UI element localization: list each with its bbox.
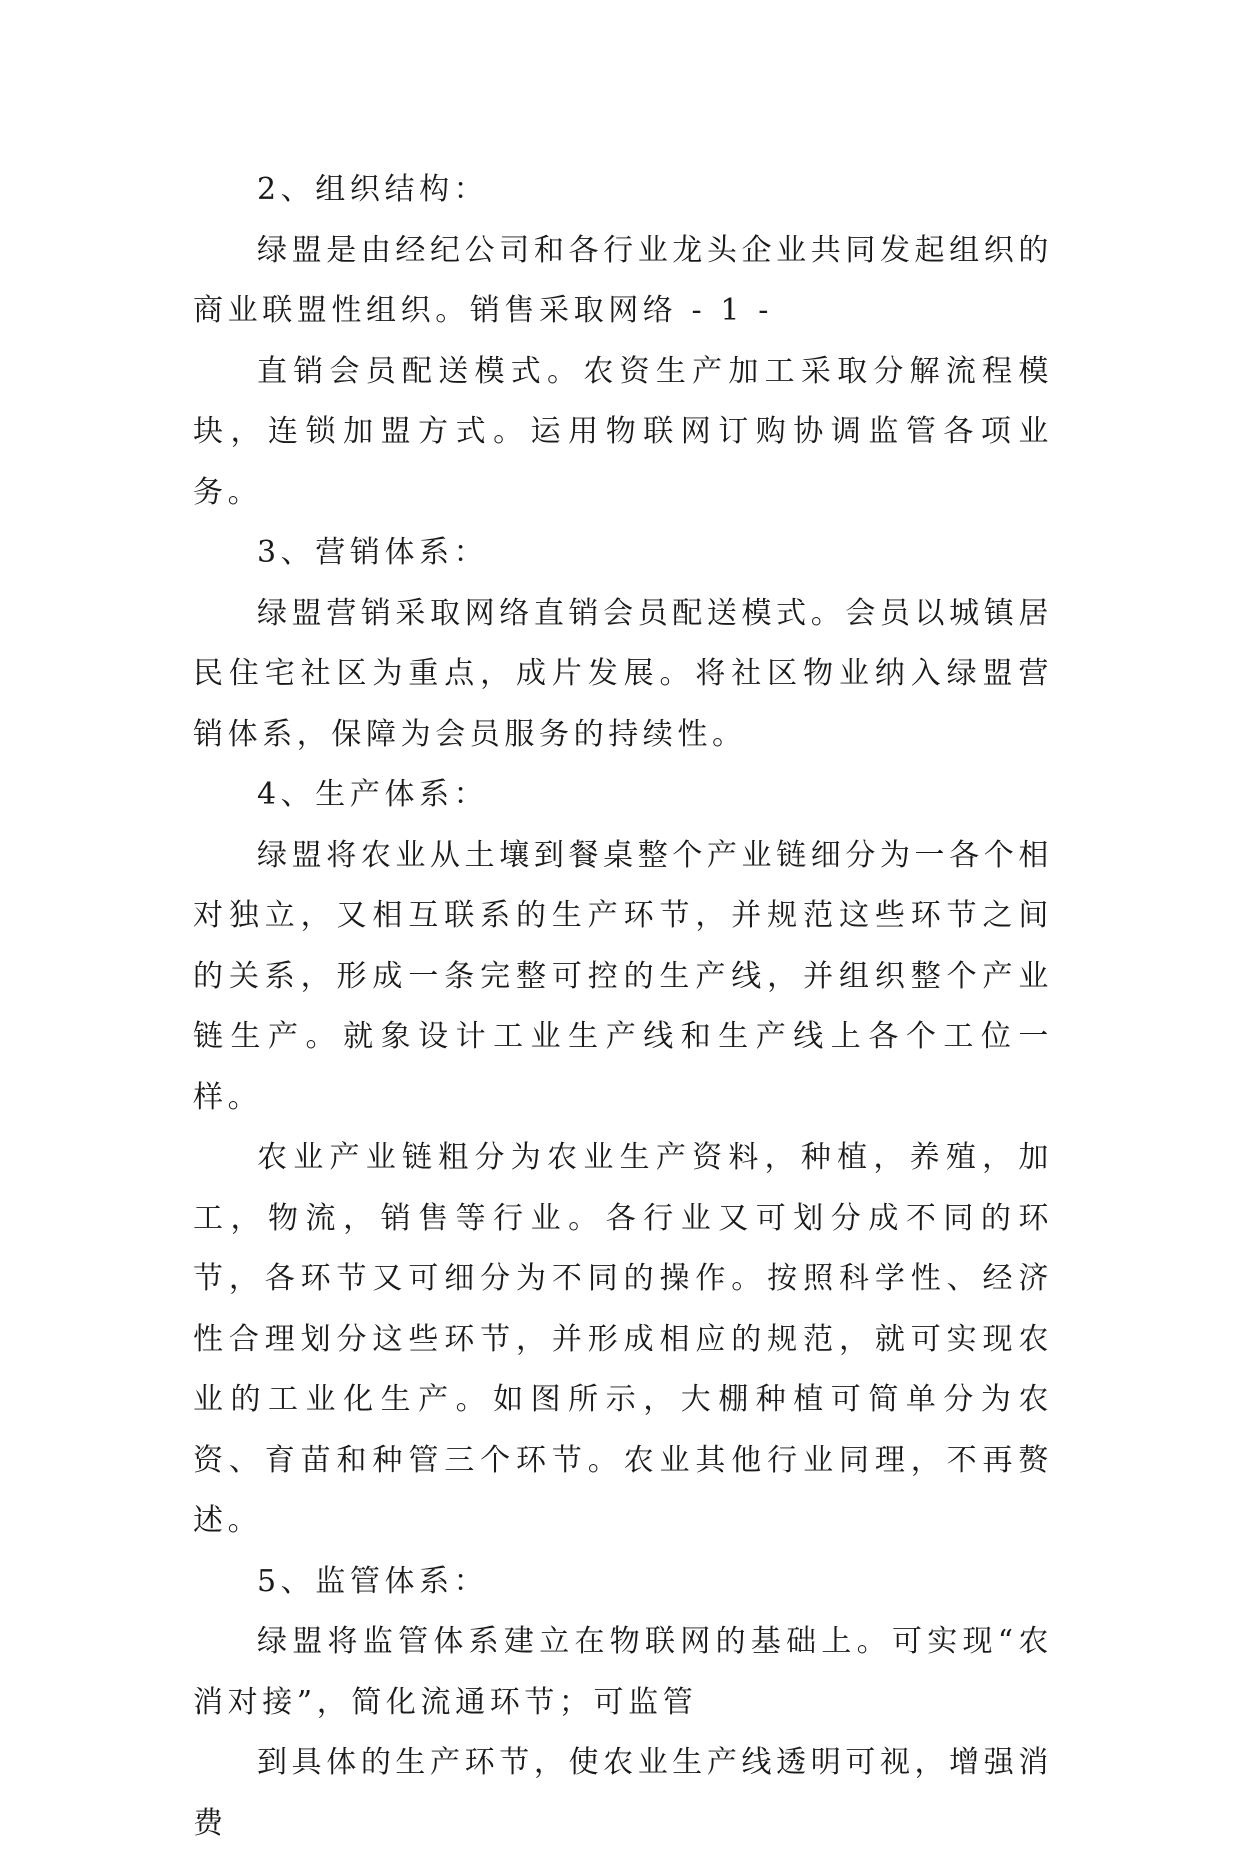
- paragraph: 到具体的生产环节，使农业生产线透明可视，增强消费: [193, 1745, 1053, 1841]
- paragraph: 绿盟营销采取网络直销会员配送模式。会员以城镇居民住宅社区为重点，成片发展。将社区物业纳入绿盟营销体系，保障为会员服务的持续性。: [193, 595, 1053, 752]
- section-heading-organization: 2、组织结构：: [257, 172, 489, 207]
- section-heading-marketing: 3、营销体系：: [257, 535, 489, 570]
- paragraph: 绿盟将农业从土壤到餐桌整个产业链细分为一各个相对独立，又相互联系的生产环节，并规范这些环节之间的关系，形成一条完整可控的生产线，并组织整个产业链生产。就象设计工业生产线和生产线上各个工位一样。: [193, 837, 1053, 1115]
- paragraph: 直销会员配送模式。农资生产加工采取分解流程模块，连锁加盟方式。运用物联网订购协调监管各项业务。: [193, 353, 1053, 510]
- section-heading-supervision: 5、监管体系：: [257, 1563, 489, 1599]
- document-body: [193, 160, 1053, 1854]
- section-heading-production: 4、生产体系：: [257, 777, 489, 812]
- paragraph: 农业产业链粗分为农业生产资料，种植，养殖，加工，物流，销售等行业。各行业又可划分成不同的环节，各环节又可细分为不同的操作。按照科学性、经济性合理划分这些环节，并形成相应的规范，就可实现农业的工业化生产。如图所示，大棚种植可简单分为农资、育苗和种管三个环节。农业其他行业同理，不再赘述。: [193, 1140, 1053, 1538]
- paragraph: 绿盟将监管体系建立在物联网的基础上。可实现“农消对接”，简化流通环节；可监管: [193, 1624, 1053, 1720]
- paragraph: 绿盟是由经纪公司和各行业龙头企业共同发起组织的商业联盟性组织。销售采取网络 - 1 -: [193, 232, 1053, 328]
